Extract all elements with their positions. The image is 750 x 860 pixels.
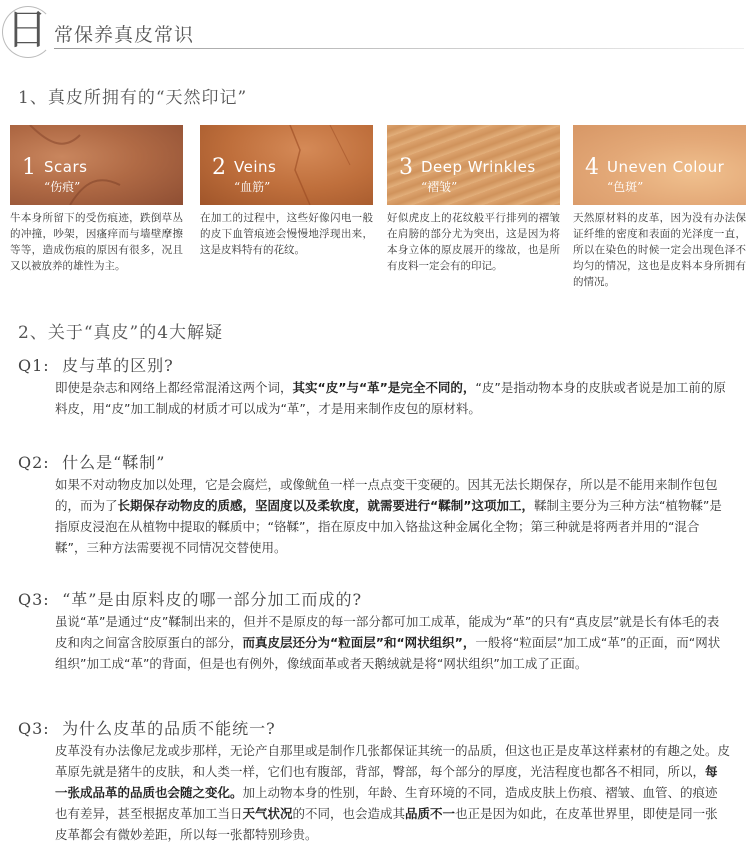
card-en-title: Scars bbox=[44, 158, 88, 176]
faq-answer bbox=[55, 377, 730, 419]
header-divider bbox=[54, 48, 744, 49]
card-uneven-colour bbox=[573, 125, 746, 290]
card-cn-title: “伤痕” bbox=[44, 180, 81, 194]
answer-bold-text: 品质不一 bbox=[405, 806, 456, 821]
card-scars bbox=[10, 125, 183, 274]
answer-text: 加上动物本身的性别，年龄、生育环境的不同，造成皮肤上伤痕、褶皱、血管、的痕迹也有差异，甚至根据皮革加工当日 bbox=[55, 785, 718, 821]
faq-answer bbox=[55, 611, 730, 674]
card-description: 天然原材料的皮革，因为没有办法保证纤维的密度和表面的光泽度一直，所以在染色的时候一定会出现色泽不均匀的情况，这也是皮料本身所拥有的情况。 bbox=[573, 212, 746, 288]
faq-item-3 bbox=[18, 587, 730, 674]
faq-answer bbox=[55, 740, 730, 845]
card-cn-title: “血筋” bbox=[234, 180, 271, 194]
answer-text: 鞣制主要分为三种方法“植物鞣”是指原皮浸泡在从植物中提取的鞣质中；“铬鞣”，指在原皮中加入铬盐这种金属化全物；第三种就是将两者并用的“混合鞣”，三种方法需要视不同情况交替使用。 bbox=[55, 498, 722, 555]
answer-text: 一般将“粒面层”加工成“革”的正面，而“网状组织”加工成“革”的背面，但是也有例外，像绒面革或者天鹅绒就是将“网状组织”加工成了正面。 bbox=[55, 635, 721, 671]
page-header bbox=[0, 0, 750, 62]
card-cn-title: “褶皱” bbox=[421, 180, 458, 194]
card-number: 3 bbox=[399, 155, 413, 180]
wrinkles-photo bbox=[387, 125, 560, 205]
card-description: 牛本身所留下的受伤痕迹，跌倒草丛的冲撞，吵架，因瘙痒而与墙壁摩擦等等，造成伤痕的原因有很多，况且又以被放养的雄性为主。 bbox=[10, 212, 183, 272]
faq-question: 皮与革的区别? bbox=[62, 356, 174, 375]
card-en-title: Deep Wrinkles bbox=[421, 158, 536, 176]
card-en-title: Veins bbox=[234, 158, 277, 176]
card-en-title: Uneven Colour bbox=[607, 158, 725, 176]
faq-label: Q3: bbox=[18, 590, 50, 609]
faq-item-1 bbox=[18, 353, 730, 419]
answer-bold-text: 长期保存动物皮的质感，坚固度以及柔软度，就需要进行“鞣制”这项加工， bbox=[117, 498, 534, 513]
card-number: 4 bbox=[585, 155, 599, 180]
section1-title: 1、真皮所拥有的“天然印记” bbox=[18, 88, 248, 108]
faq-label: Q2: bbox=[18, 453, 50, 472]
page-title: 常保养真皮常识 bbox=[54, 24, 195, 46]
faq-question: 什么是“鞣制” bbox=[62, 453, 166, 472]
faq-answer bbox=[55, 474, 730, 558]
faq-question: 为什么皮革的品质不能统一? bbox=[62, 719, 276, 738]
card-description: 在加工的过程中，这些好像闪电一般的皮下血管痕迹会慢慢地浮现出来，这是皮料特有的花纹。 bbox=[200, 212, 373, 256]
answer-text: 的不同，也会造成其 bbox=[292, 806, 406, 821]
answer-text: 虽说“革”是通过“皮”鞣制出来的，但并不是原皮的每一部分都可加工成革，能成为“革”的只有“真皮层”就是长有体毛的表皮和肉之间富含胶原蛋白的部分， bbox=[55, 614, 720, 650]
answer-text: 皮革没有办法像尼龙或步那样，无论产自那里或是制作几张都保证其统一的品质，但这也正是皮革这样素材的有趣之处。皮革原先就是猪牛的皮肤，和人类一样，它们也有腹部，背部，臀部，每个部分的厚度，光洁程度也都各不相同，所以， bbox=[55, 743, 731, 779]
faq-item-4 bbox=[18, 716, 730, 845]
faq-label: Q1: bbox=[18, 356, 50, 375]
answer-bold-text: 天气状况 bbox=[242, 806, 293, 821]
section2-title: 2、关于“真皮”的4大解疑 bbox=[18, 323, 224, 343]
answer-text: “皮”是指动物本身的皮肤或者说是加工前的原料皮，用“皮”加工制成的材质才可以成为“革”，才是用来制作皮包的原材料。 bbox=[55, 380, 726, 416]
answer-text: 即使是杂志和网络上都经常混淆这两个词， bbox=[55, 380, 293, 395]
answer-bold-text: 每一张成品革的品质也会随之变化。 bbox=[55, 764, 718, 800]
card-number: 2 bbox=[212, 155, 226, 180]
answer-text: 如果不对动物皮加以处理，它是会腐烂，或像鱿鱼一样一点点变干变硬的。因其无法长期保存，所以是不能用来制作包包的，而为了 bbox=[55, 477, 718, 513]
card-description: 好似虎皮上的花纹般平行排列的褶皱在肩膀的部分尤为突出，这是因为将本身立体的原皮展开的缘故，也是所有皮料一定会有的印记。 bbox=[387, 212, 560, 272]
header-big-char: 日 bbox=[6, 5, 49, 54]
card-cn-title: “色斑” bbox=[607, 180, 644, 194]
answer-text: 也正是因为如此，在皮革世界里，即使是同一张皮革都会有微妙差距，所以每一张都特别珍贵。 bbox=[55, 806, 718, 842]
answer-bold-text: 而真皮层还分为“粒面层”和“网状组织”， bbox=[242, 635, 476, 650]
veins-photo bbox=[200, 125, 373, 205]
card-deep-wrinkles bbox=[387, 125, 560, 274]
faq-label: Q3: bbox=[18, 719, 50, 738]
faq-item-2 bbox=[18, 450, 730, 558]
faq-question: “革”是由原料皮的哪一部分加工而成的? bbox=[62, 590, 363, 609]
card-number: 1 bbox=[22, 155, 36, 180]
uneven-colour-photo bbox=[573, 125, 746, 205]
scars-photo bbox=[10, 125, 183, 205]
answer-bold-text: 其实“皮”与“革”是完全不同的， bbox=[292, 380, 476, 395]
card-veins bbox=[200, 125, 373, 258]
